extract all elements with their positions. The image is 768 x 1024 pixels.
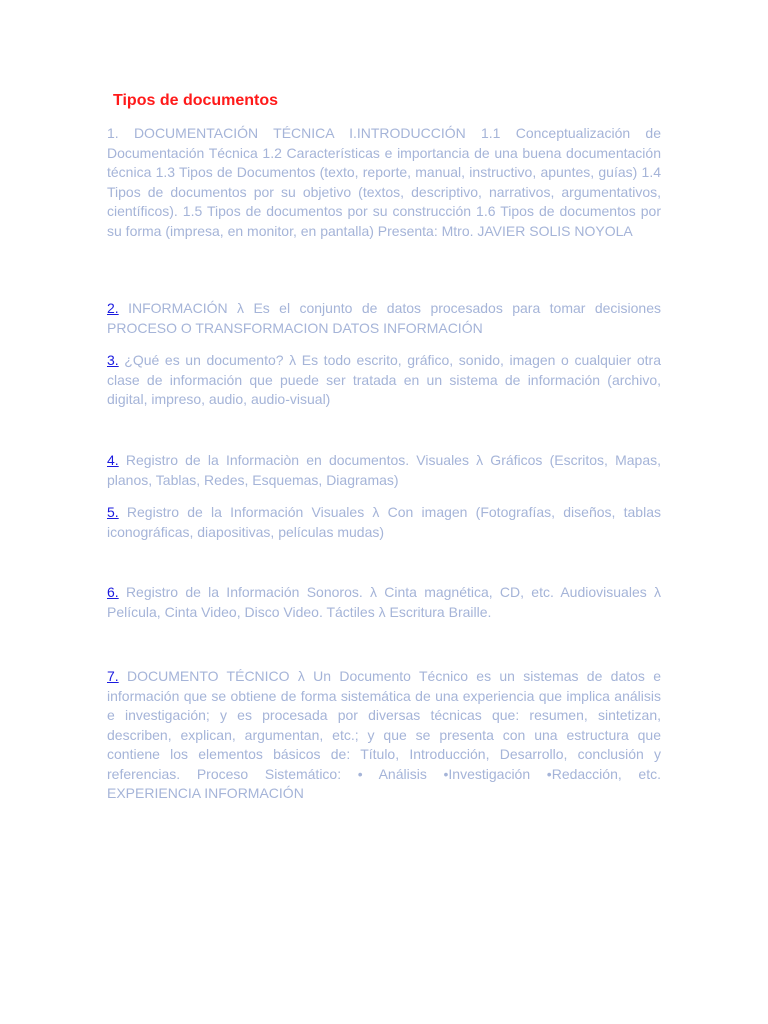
paragraph-5 — [107, 503, 661, 542]
paragraph-6 — [107, 583, 661, 622]
section-number-link[interactable]: 4. — [107, 452, 119, 468]
paragraph-3 — [107, 351, 661, 410]
document-title: Tipos de documentos — [113, 92, 279, 109]
paragraph-7 — [107, 667, 661, 804]
paragraph-text: 1. DOCUMENTACIÓN TÉCNICA I.INTRODUCCIÓN 1.1 Conceptualización de Documentación Técnica 1.2 Características e importancia de una buena documentación técnica 1.3 Tipos de Documentos (texto, reporte, manual, instructivo, apuntes, guías) 1.4 Tipos de documentos por su objetivo (textos, descriptivo, narrativos, argumentativos, científicos). 1.5 Tipos de documentos por su construcción 1.6 Tipos de documentos por su forma (impresa, en monitor, en pantalla) Presenta: Mtro. JAVIER SOLIS NOYOLA — [107, 125, 661, 239]
section-number-link[interactable]: 5. — [107, 504, 119, 520]
section-number-link[interactable]: 3. — [107, 352, 119, 368]
paragraph-1 — [107, 124, 661, 241]
section-number-link[interactable]: 7. — [107, 668, 119, 684]
paragraph-text: ¿Qué es un documento? λ Es todo escrito, gráfico, sonido, imagen o cualquier otra clase de información que puede ser tratada en un sistema de información (archivo, digital, impreso, audio, audio-visual) — [107, 352, 661, 407]
paragraph-2 — [107, 299, 661, 338]
section-number-link[interactable]: 2. — [107, 300, 119, 316]
paragraph-text: Registro de la Información Sonoros. λ Cinta magnética, CD, etc. Audiovisuales λ Película, Cinta Video, Disco Video. Táctiles λ Escritura Braille. — [107, 584, 661, 620]
paragraph-text: Registro de la Información Visuales λ Con imagen (Fotografías, diseños, tablas iconográficas, diapositivas, películas mudas) — [107, 504, 661, 540]
paragraph-text: INFORMACIÓN λ Es el conjunto de datos procesados para tomar decisiones PROCESO O TRANSFORMACION DATOS INFORMACIÓN — [107, 300, 661, 336]
section-number-link[interactable]: 6. — [107, 584, 119, 600]
paragraph-text: DOCUMENTO TÉCNICO λ Un Documento Técnico es un sistemas de datos e información que se obtiene de forma sistemática de una experiencia que implica análisis e investigación; y es procesada por diversas técnicas que: resumen, sintetizan, describen, explican, argumentan, etc.; y que se presenta con una estructura que contiene los elementos básicos de: Título, Introducción, Desarrollo, conclusión y referencias. Proceso Sistemático: • Análisis •Investigación •Redacción, etc. EXPERIENCIA INFORMACIÓN — [107, 668, 661, 801]
paragraph-text: Registro de la Informaciòn en documentos. Visuales λ Gráficos (Escritos, Mapas, planos, Tablas, Redes, Esquemas, Diagramas) — [107, 452, 661, 488]
paragraph-4 — [107, 451, 661, 490]
